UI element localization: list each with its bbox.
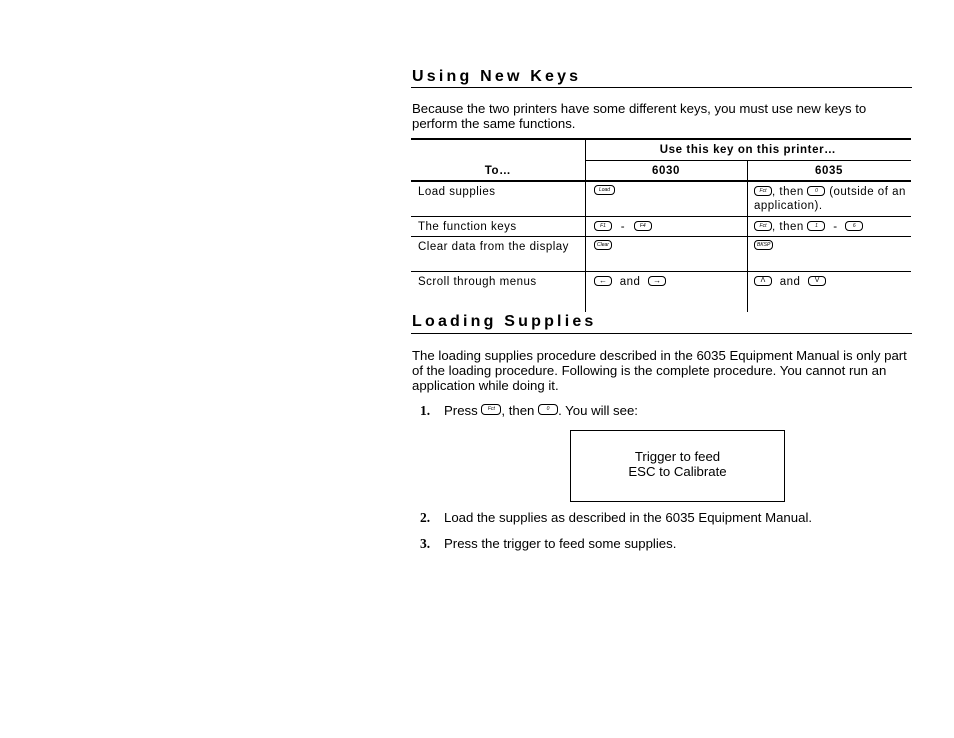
table-cell-6035 (754, 185, 909, 213)
fct-key-icon: Fct (754, 186, 772, 196)
step-number: 2. (420, 510, 431, 525)
table-row-label: Load supplies (418, 186, 496, 198)
step-3 (420, 536, 676, 552)
f1-key-icon: F1 (594, 221, 612, 231)
table-cell-6035 (754, 240, 773, 254)
step-number: 1. (420, 403, 431, 418)
table-col-divider (747, 160, 748, 312)
right-arrow-key-icon: → (648, 276, 666, 286)
table-cell-6030 (594, 185, 615, 199)
section-rule (411, 333, 912, 334)
one-key-icon: 1 (807, 221, 825, 231)
table-top-border (411, 138, 911, 140)
step-text: Load the supplies as described in the 6035 Equipment Manual. (444, 510, 813, 525)
six-key-icon: 6 (845, 221, 863, 231)
zero-key-icon: 0 (538, 404, 558, 415)
table-header-6035: 6035 (815, 165, 843, 177)
table-row-label: Scroll through menus (418, 276, 537, 288)
display-screen-box (570, 430, 785, 502)
dash-text: - (833, 221, 838, 233)
step-text: Press (444, 403, 478, 418)
table-cell-6035 (754, 220, 909, 234)
down-arrow-key-icon: V (808, 276, 826, 286)
table-subheader-rule (585, 160, 911, 161)
table-header-to: To… (484, 165, 512, 177)
table-header-6030: 6030 (652, 165, 680, 177)
table-cell-6030 (594, 275, 666, 289)
and-text: and (619, 276, 641, 288)
table-row-rule (411, 236, 911, 237)
table-row-label: Clear data from the display (418, 241, 569, 253)
up-arrow-key-icon: Λ (754, 276, 772, 286)
key-mapping-table (411, 138, 911, 312)
table-row-rule (411, 271, 911, 272)
table-header-rule (411, 180, 911, 182)
and-text: and (779, 276, 801, 288)
then-text: , then (772, 221, 804, 233)
table-row-rule (411, 216, 911, 217)
table-cell-6030 (594, 220, 652, 234)
load-key-icon: Load (594, 185, 615, 195)
step-number: 3. (420, 536, 431, 551)
section-rule (411, 87, 912, 88)
display-line-1: Trigger to feed (634, 449, 721, 464)
fct-key-icon: Fct (481, 404, 501, 415)
zero-key-icon: 0 (807, 186, 825, 196)
step-2 (420, 510, 812, 526)
step-1 (420, 403, 638, 419)
then-text: , then (772, 186, 804, 198)
intro-paragraph: Because the two printers have some different keys, you must use new keys to perform the same functions. (412, 101, 867, 131)
table-cell-6035 (754, 275, 826, 289)
dash-text: - (620, 221, 626, 233)
fct-key-icon: Fct (754, 221, 772, 231)
outside-note: (outside of an application). (754, 186, 906, 213)
table-span-header: Use this key on this printer… (659, 144, 837, 156)
loading-intro-paragraph: The loading supplies procedure described in the 6035 Equipment Manual is only part of the loading procedure. Following is the complete procedure. You cannot run an application while doing it. (412, 348, 907, 393)
table-row-label: The function keys (418, 221, 517, 233)
step-text: Press the trigger to feed some supplies. (444, 536, 677, 551)
section-title-using-new-keys: Using New Keys (412, 68, 582, 85)
left-arrow-key-icon: ← (594, 276, 612, 286)
bksp-key-icon: BKSP (754, 240, 773, 250)
step-text: , then (501, 403, 535, 418)
clear-key-icon: Clear (594, 240, 612, 250)
display-line-2: ESC to Calibrate (628, 464, 727, 479)
f4-key-icon: F4 (634, 221, 652, 231)
step-text: . You will see: (558, 403, 638, 418)
table-cell-6030 (594, 240, 612, 254)
section-title-loading-supplies: Loading Supplies (412, 313, 597, 330)
